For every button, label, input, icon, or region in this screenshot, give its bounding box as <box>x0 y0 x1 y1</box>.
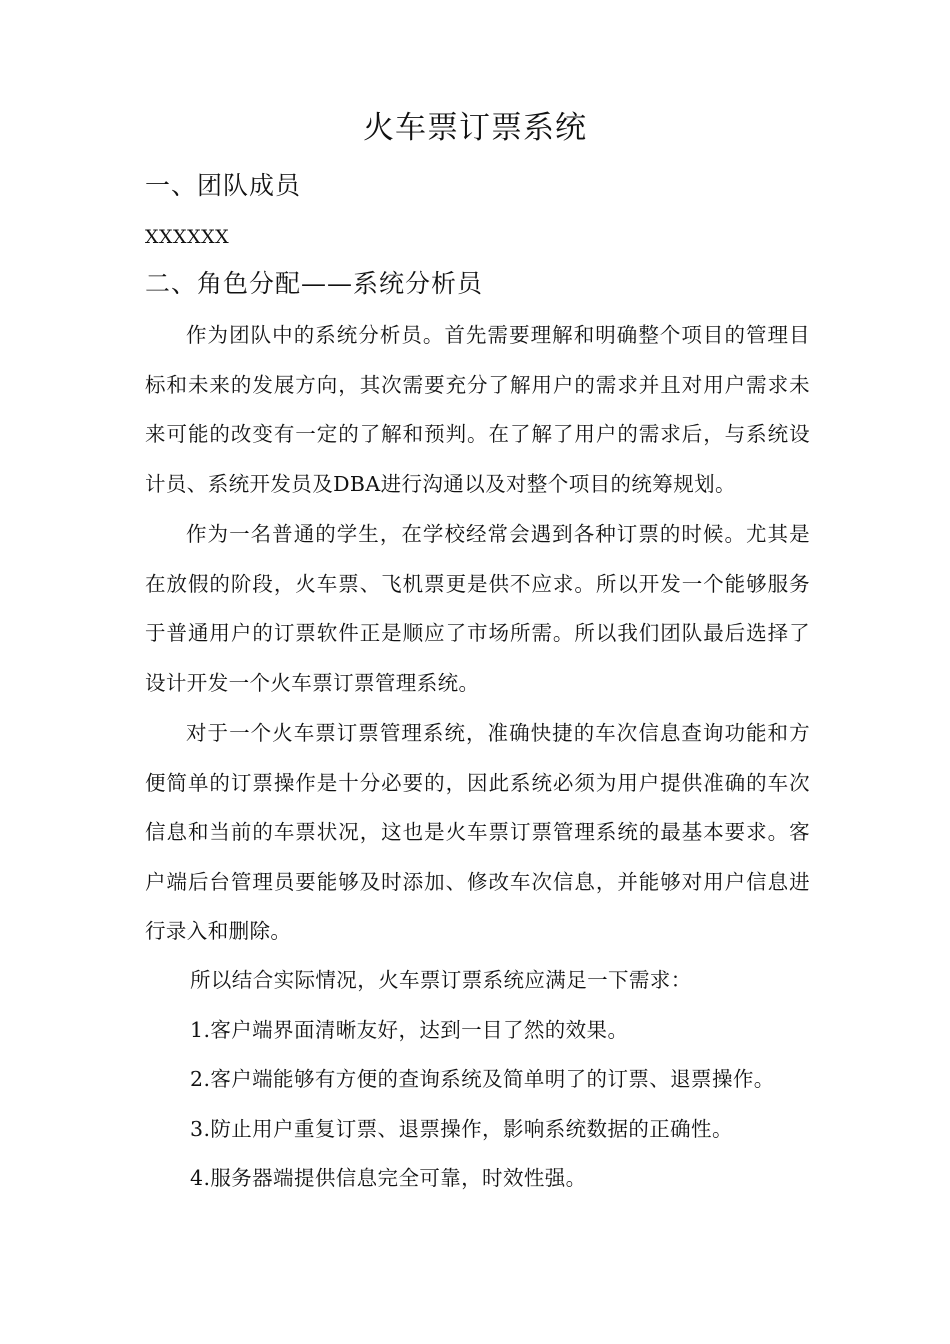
team-members-text: XXXXXX <box>145 226 230 248</box>
requirements-list <box>190 956 830 1204</box>
requirement-item: 2.客户端能够有方便的查询系统及简单明了的订票、退票操作。 <box>190 1067 775 1091</box>
section-heading-team: 一、团队成员 <box>145 171 302 200</box>
requirements-intro: 所以结合实际情况，火车票订票系统应满足一下需求： <box>190 968 692 992</box>
paragraph-motivation: 作为一名普通的学生，在学校经常会遇到各种订票的时候。尤其是在放假的阶段，火车票、飞机票更是供不应求。所以开发一个能够服务于普通用户的订票软件正是顺应了市场所需。所以我们团队最后选择了设计开发一个火车票订票管理系统。 <box>145 522 810 695</box>
paragraph-analyst-duties: 作为团队中的系统分析员。首先需要理解和明确整个项目的管理目标和未来的发展方向，其次需要充分了解用户的需求并且对用户需求未来可能的改变有一定的了解和预判。在了解了用户的需求后，与系统设计员、系统开发员及DBA进行沟通以及对整个项目的统筹规划。 <box>145 323 810 496</box>
paragraph-system-needs: 对于一个火车票订票管理系统，准确快捷的车次信息查询功能和方便简单的订票操作是十分必要的，因此系统必须为用户提供准确的车次信息和当前的车票状况，这也是火车票订票管理系统的最基本要求。客户端后台管理员要能够及时添加、修改车次信息，并能够对用户信息进行录入和删除。 <box>145 721 810 943</box>
document-title: 火车票订票系统 <box>363 110 587 146</box>
requirement-item: 4.服务器端提供信息完全可靠，时效性强。 <box>190 1166 587 1190</box>
requirement-item: 1.客户端界面清晰友好，达到一目了然的效果。 <box>190 1017 629 1042</box>
section-heading-role: 二、角色分配——系统分析员 <box>145 269 484 298</box>
requirement-item: 3.防止用户重复订票、退票操作，影响系统数据的正确性。 <box>190 1116 733 1141</box>
